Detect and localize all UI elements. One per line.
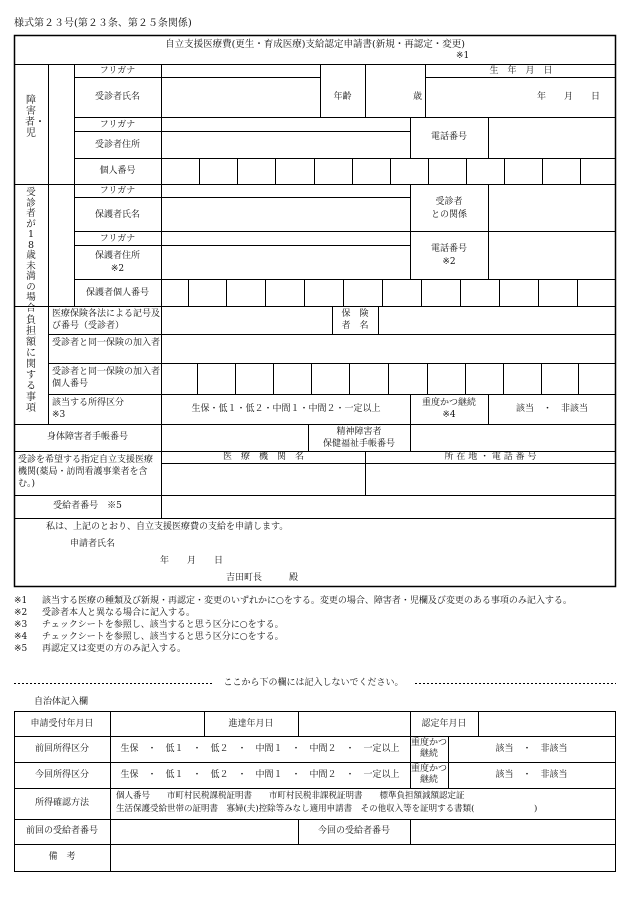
guardian-name-label: 保護者氏名 — [94, 210, 140, 220]
prev-income-label: 前回所得区分 — [34, 744, 89, 754]
cut-line-text: ここから下の欄には記入しないでください。 — [223, 678, 404, 688]
same-insurance-field[interactable] — [162, 335, 615, 363]
prev-severe-options: 該当 ・ 非該当 — [495, 744, 568, 754]
insurance-symbol-field[interactable] — [162, 307, 332, 334]
note-mark: ※3 — [14, 620, 28, 630]
patient-phone-label: 電話番号 — [430, 132, 467, 142]
guardian-section-label: 受診者が18歳未満の場合 — [26, 187, 36, 314]
inst-name-field[interactable] — [162, 464, 365, 495]
prev-recipient-label: 前回の受給者番号 — [25, 826, 98, 836]
same-insurance-number-label: 受診者と同一保険の加入者個人番号 — [52, 367, 161, 389]
personal-number-label: 個人番号 — [99, 166, 136, 176]
note-text: 受診者本人と異なる場合に記入する。 — [42, 608, 196, 618]
patient-furigana-label: フリガナ — [99, 66, 136, 76]
mental-cert-field[interactable] — [411, 425, 615, 451]
guardian-phone-note: ※2 — [442, 257, 456, 267]
birth-date-field[interactable]: 年 月 日 — [536, 92, 600, 102]
confirm-method-label: 所得確認方法 — [34, 798, 89, 808]
insurer-name-field[interactable] — [379, 307, 615, 334]
physical-cert-field[interactable] — [162, 425, 308, 451]
inst-address-label: 所 在 地 ・ 電 話 番 号 — [444, 452, 537, 462]
patient-address-field[interactable] — [162, 132, 409, 158]
cur-recipient-label: 今回の受給者番号 — [317, 826, 390, 836]
note-3 — [14, 619, 616, 631]
title-note: ※1 — [456, 51, 470, 61]
insurer-name-label: 保 険 者 名 — [341, 309, 369, 331]
physical-cert-label: 身体障害者手帳番号 — [46, 432, 128, 442]
prev-severe-label: 重度かつ 継続 — [410, 738, 447, 759]
form-number: 様式第２３号(第２３条、第２５条関係) — [14, 18, 192, 29]
guardian-address-label: 保護者住所 — [94, 251, 140, 261]
note-mark: ※5 — [14, 644, 28, 654]
relation-field[interactable] — [489, 185, 615, 231]
insurance-symbol-label: 医療保険各法による記号及び番号（受診者） — [52, 309, 161, 331]
age-label: 年齢 — [333, 92, 352, 102]
note-2 — [14, 607, 616, 619]
guardian-personal-number-field[interactable] — [162, 280, 615, 306]
received-date-label: 申請受付年月日 — [30, 719, 94, 729]
designated-inst-label: 受診を希望する指定自立支援医療機関(薬局・訪問看護事業者を含む。) — [18, 455, 154, 489]
form-title: 自立支援医療費(更生・育成医療)支給認定申請書(新規・再認定・変更) — [165, 39, 465, 50]
applicant-name-label: 申請者氏名 — [70, 539, 116, 549]
note-text: チェックシートを参照し、該当すると思う区分に○をする。 — [42, 632, 284, 642]
mayor-addressee: 吉田町長 殿 — [226, 573, 299, 583]
approval-date-label: 認定年月日 — [421, 719, 467, 729]
notes-list — [14, 595, 616, 655]
guardian-address-note: ※2 — [110, 264, 125, 274]
guardian-phone-label: 電話番号 — [430, 244, 467, 254]
burden-section-label: 負担額に関する事項 — [26, 315, 36, 414]
same-insurance-label: 受診者と同一保険の加入者 — [52, 338, 161, 348]
note-5 — [14, 643, 616, 655]
note-text: 再認定又は変更の方のみ記入する。 — [42, 644, 187, 654]
application-date[interactable]: 年 月 日 — [160, 556, 224, 566]
patient-address-label: 受診者住所 — [94, 140, 140, 150]
note-1 — [14, 595, 616, 607]
severe-label: 重度かつ継続 ※4 — [421, 398, 476, 420]
birth-date-label: 生 年 月 日 — [489, 66, 553, 76]
guardian-phone-field[interactable] — [489, 232, 615, 279]
recipient-number-field[interactable] — [162, 496, 615, 518]
inst-name-label: 医 療 機 関 名 — [222, 452, 304, 462]
relation-label: 受診者 との関係 — [430, 197, 467, 220]
cur-income-label: 今回所得区分 — [34, 770, 89, 780]
confirm-method-line1: 個人番号 市町村民税課税証明書 市町村民税非課税証明書 標準負担額減額認定証 — [116, 791, 465, 801]
declaration-text: 私は、上記のとおり、自立支援医療費の支給を申請します。 — [46, 522, 289, 532]
mental-cert-label: 精神障害者 保健福祉手帳番号 — [322, 427, 395, 449]
prev-income-options: 生保 ・ 低１ ・ 低２ ・ 中間１ ・ 中間２ ・ 一定以上 — [120, 744, 400, 754]
cur-severe-options: 該当 ・ 非該当 — [495, 770, 568, 780]
note-text: チェックシートを参照し、該当すると思う区分に○をする。 — [42, 620, 284, 630]
note-text: 該当する医療の種類及び新規・再認定・変更のいずれかに○をする。変更の場合、障害者・児欄及び変更のある事項のみ記入する。 — [42, 596, 572, 606]
income-class-label: 該当する所得区分 ※3 — [52, 398, 125, 420]
cur-severe-label: 重度かつ 継続 — [410, 764, 447, 785]
age-unit: 歳 — [412, 92, 422, 102]
income-class-options[interactable]: 生保・低１・低２・中間１・中間２・一定以上 — [191, 404, 381, 414]
guardian-name-field[interactable] — [162, 198, 409, 231]
severe-options[interactable]: 該当 ・ 非該当 — [515, 404, 588, 414]
remarks-label: 備 考 — [48, 852, 76, 862]
guardian-personal-number-label: 保護者個人番号 — [85, 288, 149, 298]
guardian-furigana-label: フリガナ — [99, 186, 136, 196]
patient-name-label: 受診者氏名 — [94, 92, 140, 102]
applicant-name-field[interactable] — [130, 536, 330, 550]
confirm-method-line2: 生活保護受給世帯の証明書 寡婦(夫)控除等みなし適用申請書 その他収入等を証明する書類( ) — [116, 804, 538, 814]
guardian-address-field[interactable] — [162, 246, 409, 279]
patient-address-furigana: フリガナ — [99, 120, 136, 130]
note-mark: ※1 — [14, 596, 28, 606]
same-insurance-number-field[interactable] — [162, 364, 615, 394]
recipient-number-label: 受給者番号 ※5 — [53, 501, 122, 511]
inst-address-field[interactable] — [366, 464, 615, 495]
transmit-date-label: 進達年月日 — [228, 719, 274, 729]
cur-income-options: 生保 ・ 低１ ・ 低２ ・ 中間１ ・ 中間２ ・ 一定以上 — [120, 770, 400, 780]
note-mark: ※2 — [14, 608, 28, 618]
personal-number-field[interactable] — [162, 159, 615, 184]
municipal-title: 自治体記入欄 — [34, 697, 89, 707]
patient-phone-field[interactable] — [489, 118, 615, 158]
guardian-address-furigana: フリガナ — [99, 234, 136, 244]
note-mark: ※4 — [14, 632, 28, 642]
patient-section-label: 障害者・児 — [25, 95, 45, 139]
note-4 — [14, 631, 616, 643]
patient-name-field[interactable] — [162, 78, 319, 116]
